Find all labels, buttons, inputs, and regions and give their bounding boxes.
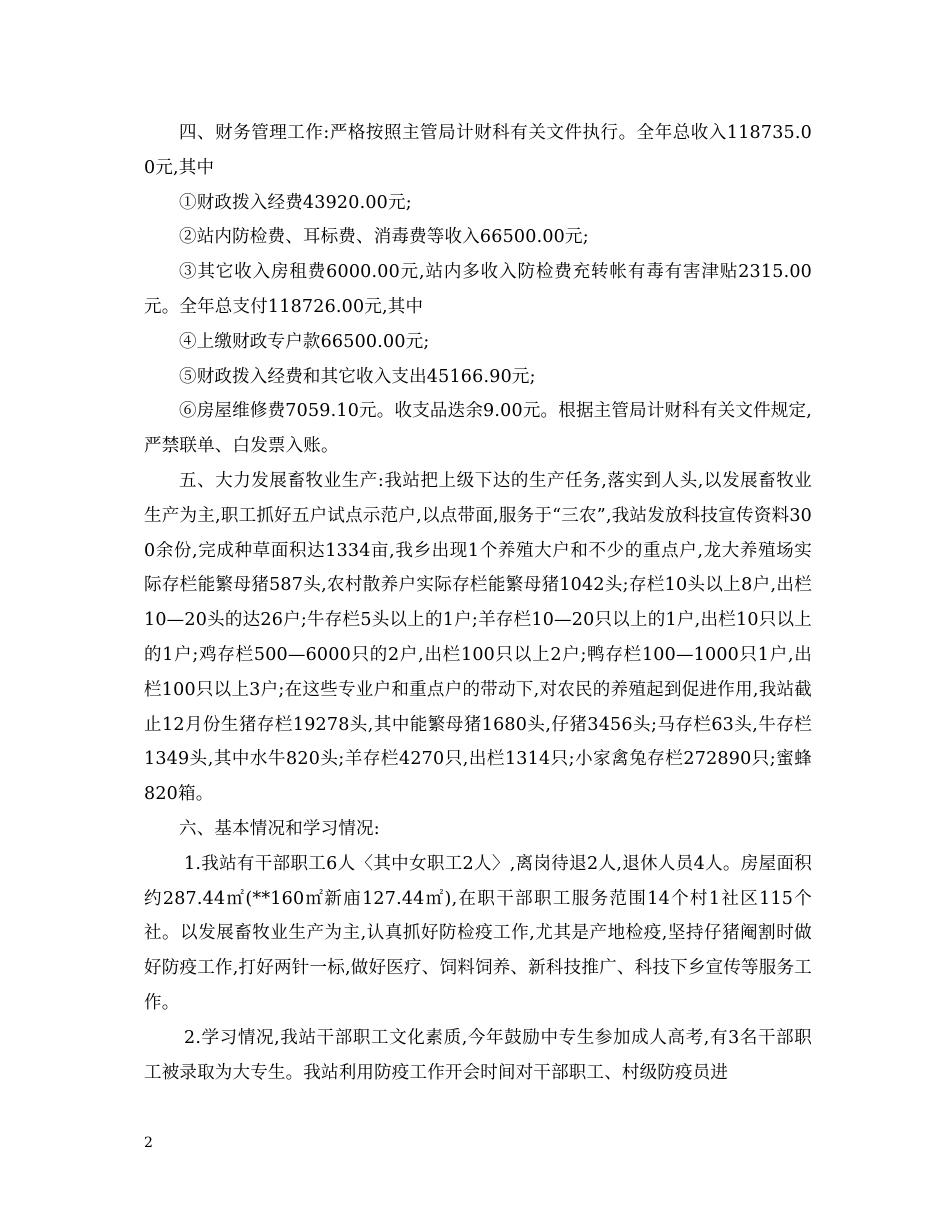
paragraph-item-2: ②站内防检费、耳标费、消毒费等收入66500.00元; xyxy=(179,227,589,248)
paragraph-item-4: ④上缴财政专户款66500.00元; xyxy=(179,331,430,352)
paragraph-finance: 四、财务管理工作:严格按照主管局计财科有关文件执行。全年总收入118735.00元,其中 xyxy=(144,123,812,178)
paragraph-basic-heading: 六、基本情况和学习情况: xyxy=(179,818,380,839)
paragraph-livestock: 五、大力发展畜牧业生产:我站把上级下达的生产任务,落实到人头,以发展畜牧业生产为主,职工抓好五户试点示范户,以点带面,服务于“三农”,我站发放科技宣传资料300余份,完成种草面积达1334亩,我乡出现1个养殖大户和不少的重点户,龙大养殖场实际存栏能繁母猪587头,农村散养户实际存栏能繁母猪1042头;存栏10头以上8户,出栏10—20头的达26户;牛存栏5头以上的1户;羊存栏10—20只以上的1户,出栏10只以上的1户;鸡存栏500—6000只的2户,出栏100只以上2户;鸭存栏100—1000只1户,出栏100只以上3户;在这些专业户和重点户的带动下,对农民的养殖起到促进作用,我站截止12月份生猪存栏19278头,其中能繁母猪1680头,仔猪3456头;马存栏63头,牛存栏1349头,其中水牛820头;羊存栏4270只,出栏1314只;小家禽兔存栏272890只;蜜蜂820箱。 xyxy=(144,470,812,805)
paragraph-basic-1: 1.我站有干部职工6人〈其中女职工2人〉,离岗待退2人,退休人员4人。房屋面积约287.44㎡(**160㎡新庙127.44㎡),在职干部职工服务范围14个村1社区115个社。以发展畜牧业生产为主,认真抓好防检疫工作,尤其是产地检疫,坚持仔猪阉割时做好防疫工作,打好两针一标,做好医疗、饲料饲养、新科技推广、科技下乡宣传等服务工作。 xyxy=(144,853,812,1013)
paragraph-item-5: ⑤财政拨入经费和其它收入支出45166.90元; xyxy=(179,366,536,387)
page-number: 2 xyxy=(144,1135,153,1151)
paragraph-item-6: ⑥房屋维修费7059.10元。收支品迭余9.00元。根据主管局计财科有关文件规定,严禁联单、白发票入账。 xyxy=(144,401,812,457)
paragraph-basic-2: 2.学习情况,我站干部职工文化素质,今年鼓励中专生参加成人高考,有3名干部职工被录取为大专生。我站利用防疫工作开会时间对干部职工、村级防疫员进 xyxy=(144,1027,812,1083)
paragraph-item-1: ①财政拨入经费43920.00元; xyxy=(179,192,412,213)
document-body xyxy=(144,116,812,1090)
paragraph-item-3: ③其它收入房租费6000.00元,站内多收入防检费充转帐有毒有害津贴2315.00元。全年总支付118726.00元,其中 xyxy=(144,262,812,317)
